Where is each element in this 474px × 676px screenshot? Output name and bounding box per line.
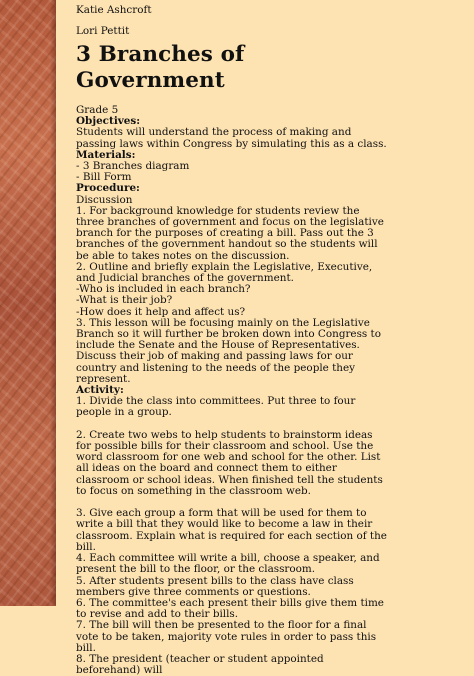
objectives-heading: Objectives: xyxy=(76,115,141,128)
procedure-question: -What is their job? xyxy=(76,294,173,307)
materials-item: - 3 Branches diagram xyxy=(76,160,190,173)
activity-step: 1. Divide the class into committees. Put three to four people in a group. xyxy=(76,395,356,419)
procedure-question: -Who is included in each branch? xyxy=(76,283,251,296)
marble-sidebar xyxy=(0,0,56,606)
procedure-step: 2. Outline and briefly explain the Legislative, Executive, and Judicial branches of the government. xyxy=(76,260,373,285)
procedure-step: 1. For background knowledge for students review the three branches of government and focus on the legislative branch for the purposes of creating a bill. Pass out the 3 branches of the government handout so the students will be able to takes notes on the discussion. xyxy=(76,204,384,262)
activity-step: 5. After students present bills to the class have class members give three comments or questions. xyxy=(76,574,354,598)
procedure-question: -How does it help and affect us? xyxy=(76,305,246,318)
materials-item: - Bill Form xyxy=(76,171,132,184)
procedure-step: 3. This lesson will be focusing mainly on the Legislative Branch so it will further be broken down into Congress to include the Senate and the House of Representatives. Discuss their job of making and passing laws for our country and listening to the needs of the people they represent. xyxy=(76,316,381,385)
objectives-text: Students will understand the process of making and passing laws within Congress by simulating this as a class. xyxy=(76,126,387,150)
activity-step: 6. The committee's each present their bills give them time to revise and add to their bills. xyxy=(76,596,384,621)
procedure-heading: Procedure: xyxy=(76,182,140,195)
grade-level: Grade 5 xyxy=(76,104,119,116)
author-name: Lori Pettit xyxy=(76,25,130,37)
activity-step: 8. The president (teacher or student appointed beforehand) will xyxy=(76,652,324,676)
lesson-plan xyxy=(76,4,388,676)
activity-heading: Activity: xyxy=(76,384,124,397)
activity-step: 3. Give each group a form that will be used for them to write a bill that they would like to become a law in their classroom. Explain what is required for each section of the bill. xyxy=(76,507,387,553)
materials-heading: Materials: xyxy=(76,148,136,161)
activity-step: 2. Create two webs to help students to brainstorm ideas for possible bills for their classroom and school. Use the word classroom for one web and school for the other. List all ideas on the board and connect them to either classroom or school ideas. When finished tell the students to focus on something in the classroom web. xyxy=(76,428,383,497)
page-title: 3 Branches of Government xyxy=(76,42,245,93)
procedure-intro: Discussion xyxy=(76,193,133,206)
activity-step: 4. Each committee will write a bill, choose a speaker, and present the bill to the floor, or the classroom. xyxy=(76,552,380,576)
activity-step: 7. The bill will then be presented to the floor for a final vote to be taken, majority vote rules in order to pass this bill. xyxy=(76,619,377,654)
author-name: Katie Ashcroft xyxy=(76,4,152,16)
